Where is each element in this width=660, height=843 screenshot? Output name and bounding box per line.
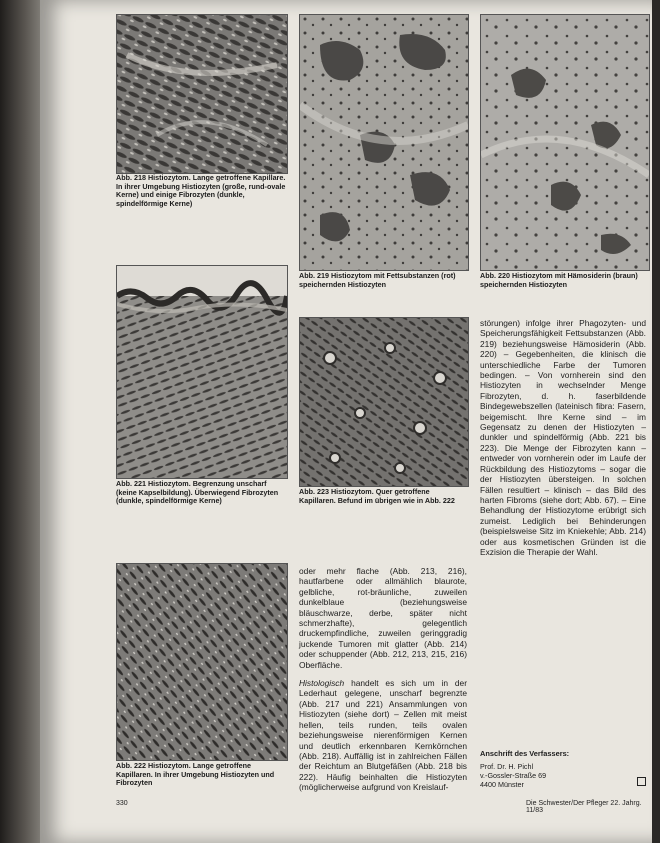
figure-222-text: Histiozytom. Lange getroffene Kapillaren. In ihrer Umgebung Histiozyten und Fibrozyten	[116, 761, 275, 788]
figure-220-text: Histiozytom mit Hämosiderin (braun) speichernden Histiozyten	[480, 271, 638, 289]
histologisch-emphasis: Histologisch	[299, 678, 345, 689]
figure-219-image	[299, 14, 469, 271]
page-number: 330	[116, 800, 128, 807]
body-text-middle-paragraph-1: oder mehr flache (Abb. 213, 216), hautfarbene oder allmählich blaurote, gelbliche, rot-bräunliche, zuweilen dunkelblaue (beziehungsweise bläuschwarze, derbe, später nicht schmerzhafte), gelegentlich druckempfindliche, zuweilen geringgradig juckende Tumoren mit glatter (Abb. 214) oder schuppender (Abb. 212, 213, 215, 216) Oberfläche.	[299, 566, 467, 670]
figure-223-label: Abb. 223	[299, 487, 329, 496]
figure-222-label: Abb. 222	[116, 761, 146, 770]
figure-221-label: Abb. 221	[116, 479, 146, 488]
body-text-middle-paragraph-2	[299, 678, 467, 792]
author-address-title: Anschrift des Verfassers:	[480, 749, 570, 758]
figure-221-caption	[116, 480, 286, 506]
author-address-line-1: Prof. Dr. H. Pichl	[480, 762, 534, 771]
figure-220-caption	[480, 272, 648, 289]
body-text-right-column: störungen) infolge ihrer Phagozyten- und Speicherungsfähigkeit Fettsubstanzen (Abb. 219) beziehungsweise Hämosiderin (Abb. 220) – Gegebenheiten, die klinisch die unterschiedliche Farbe der Tumoren bedingen. – Von vornherein sind den Histiozyten in wechselnder Menge Fibrozyten, d. h. faserbildende Bindegewebszellen (lateinisch fibra: Fasern, beigemischt. Ihre Kerne sind – im Gegensatz zu denen der Histiozyten – dunkler und spindelförmig (Abb. 221 bis 223). Die Menge der Fibrozyten kann – entweder von vornherein oder im Laufe der Rückbildung des Histiozytoms – sogar die der Histiozyten übersteigen. In solchen Fällen resultiert – klinisch – das Bild des harten Fibroms (siehe dort; Abb. 67). – Eine Behandlung der Histiozytome erübrigt sich zumeist. Lediglich bei Behinderungen (beispielsweise Sitz im Kniekehle; Abb. 214) oder aus kosmetischen Gründen ist die Exzision die Therapie der Wahl.	[480, 318, 646, 557]
figure-222-caption	[116, 762, 286, 788]
figure-221-text: Histiozytom. Begrenzung unscharf (keine Kapselbildung). Überwiegend Fibrozyten (dunkle, spindelförmige Kerne)	[116, 479, 279, 506]
body-text-middle-column	[299, 566, 467, 793]
figure-219-label: Abb. 219	[299, 271, 329, 280]
page-edge	[652, 0, 660, 843]
figure-220-label: Abb. 220	[480, 271, 510, 280]
figure-222-image	[116, 563, 288, 761]
figure-219-text: Histiozytom mit Fettsubstanzen (rot) speichernden Histiozyten	[299, 271, 456, 289]
figure-218-label: Abb. 218	[116, 173, 146, 182]
author-address-line-2: v.-Gossler-Straße 69	[480, 771, 547, 780]
figure-223-text: Histiozytom. Quer getroffene Kapillaren. Befund im übrigen wie in Abb. 222	[299, 487, 455, 505]
figure-218-caption	[116, 174, 286, 208]
figure-218-image	[116, 14, 288, 174]
journal-footer: Die Schwester/Der Pfleger 22. Jahrg. 11/83	[526, 800, 642, 814]
figure-223-image	[299, 317, 469, 487]
body-text-middle-paragraph-2-text: handelt es sich um in der Lederhaut gelegene, unscharf begrenzte (Abb. 217 und 221) Ansammlungen von Histiozyten (siehe dort) – Zellen mit meist hellen, teils runden, teils ovalen beziehungsweise nierenförmigen Kernen und deutlich erkennbaren Kernkörnchen (Abb. 218). Auffällig ist in zahlreichen Fällen der Reichtum an Blutgefäßen (Abb. 218 bis 222). Häufig beinhalten die Histiozyten (möglicherweise aufgrund von Kreislauf-	[299, 678, 468, 793]
figure-218-text: Histiozytom. Lange getroffene Kapillare. In ihrer Umgebung Histiozyten (große, rund-ovale Kerne) und einige Fibrozyten (dunkle, spindelförmige Kerne)	[116, 173, 286, 208]
figure-223-caption	[299, 488, 467, 505]
end-mark-icon	[637, 777, 646, 786]
figure-221-image	[116, 265, 288, 479]
figure-220-image	[480, 14, 650, 271]
author-address-line-3: 4400 Münster	[480, 780, 524, 789]
figure-219-caption	[299, 272, 467, 289]
